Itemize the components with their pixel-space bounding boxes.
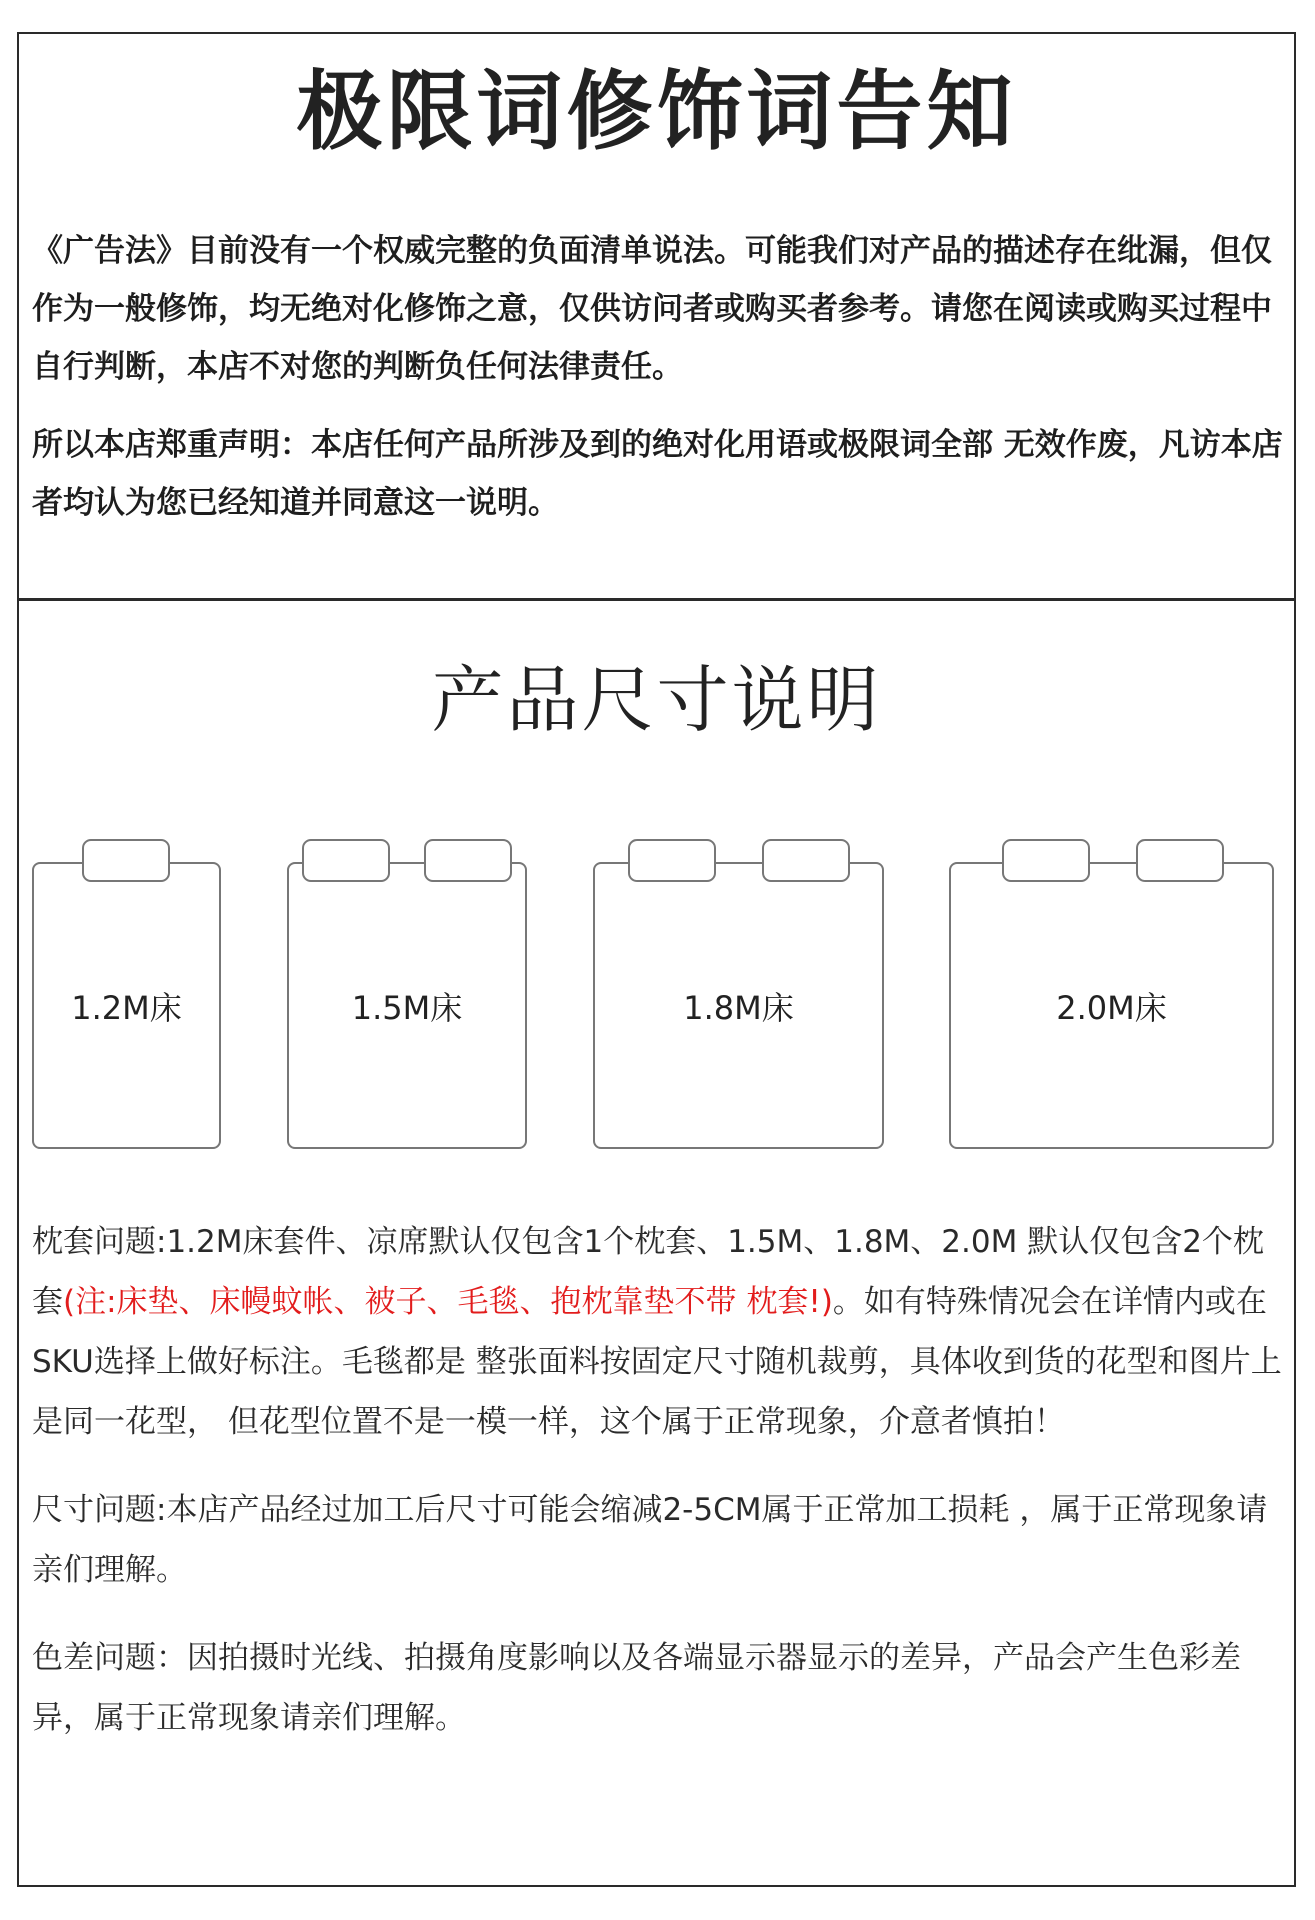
note-color: 色差问题：因拍摄时光线、拍摄角度影响以及各端显示器显示的差异，产品会产生色彩差异，属于正常现象请亲们理解。 [32,1640,1241,1736]
bed-1-2m [32,862,221,1149]
notice-body [32,222,1290,532]
section-divider [17,598,1296,601]
pillow-icon [82,839,170,882]
pillow-icon [1136,839,1224,882]
note-size: 尺寸问题:本店产品经过加工后尺寸可能会缩减2-5CM属于正常加工损耗 ，属于正常现象请亲们理解。 [32,1492,1268,1588]
bed-1-8m [593,862,884,1149]
note-pillowcase [32,1212,1292,1452]
note-pillowcase-rest: 。如有特殊情况会在详情内或在SKU选择上做好标注。毛毯都是 整张面料按固定尺寸随机裁剪，具体收到货的花型和图片上是同一花型， 但花型位置不是一模一样，这个属于正常现象，介意者慎拍！ [32,1284,1282,1440]
bed-label: 1.2M床 [71,988,182,1027]
notice-paragraph-1: 《广告法》目前没有一个权威完整的负面清单说法。可能我们对产品的描述存在纰漏，但仅作为一般修饰，均无绝对化修饰之意，仅供访问者或购买者参考。请您在阅读或购买过程中自行判断，本店不对您的判断负任何法律责任。 [32,233,1272,385]
bed-label: 2.0M床 [1056,988,1167,1027]
notice-paragraph-2: 所以本店郑重声明：本店任何产品所涉及到的绝对化用语或极限词全部 无效作废，凡访本店者均认为您已经知道并同意这一说明。 [32,427,1283,521]
pillow-icon [628,839,716,882]
note-pillowcase-text: 枕套问题:1.2M床套件、凉席默认仅包含1个枕套、1.5M、1.8M、2.0M 默认仅包含2个枕套 [32,1224,1264,1320]
pillow-icon [1002,839,1090,882]
bed-1-5m [287,862,527,1149]
bed-label: 1.5M床 [351,988,463,1027]
bed-label: 1.8M床 [683,988,794,1027]
bed-2-0m [949,862,1274,1149]
note-pillowcase-warning: (注:床垫、床幔蚊帐、被子、毛毯、抱枕靠垫不带 枕套!) [63,1284,833,1320]
pillow-icon [424,839,512,882]
pillow-icon [302,839,390,882]
notes-section [32,1212,1292,1748]
sizes-title: 产品尺寸说明 [431,658,882,742]
pillow-icon [762,839,850,882]
notice-title: 极限词修饰词告知 [296,62,1017,162]
